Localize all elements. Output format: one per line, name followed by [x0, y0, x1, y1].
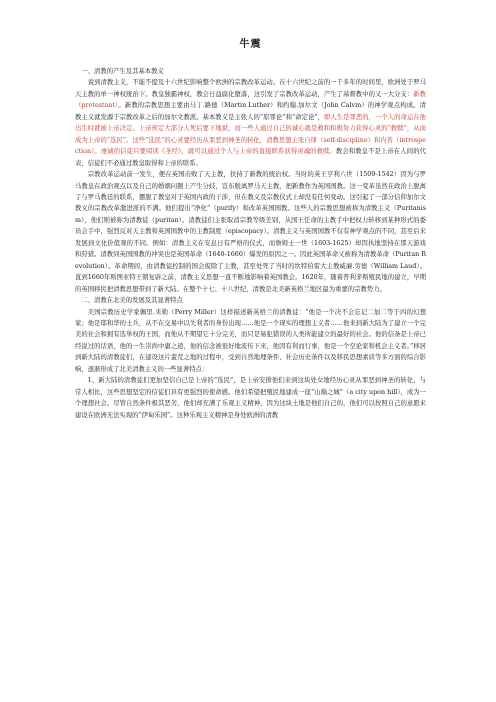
- body-paragraph: [75, 169, 426, 295]
- highlighted-text: 即人生是罪恶的，一个人的命运在他出生时就被上帝决定。上帝预定大部分人死后要下地狱，而一些人通过自己的诚心就是救和积极努力获得心灵的“救赎”，从而成为上帝的“选民”。这些“选民”的心灵要经历从罪恶到神圣的转化，清教思想主张自律（self-discipline）和内省（introspection）。: [75, 113, 426, 156]
- text-run: 说到清教主义，不能不提及十六世纪影响整个欧洲的宗教改革运动。在十六世纪之前的一千多年的时间里，欧洲处于罗马天主教的单一神权统治下。教皇独霸神权，教会日益腐化堕落，这引发了宗教改革运动，产生了基督教中的又一大分支：: [75, 79, 426, 98]
- document-body: [75, 66, 426, 421]
- highlighted-text: 虔诚的信徒只要阅读《圣经》，就可以通过个人与上帝的直接联系获得灵魂的救赎。: [100, 148, 336, 156]
- section-heading: 一、清教的产生及其基本教义: [81, 68, 164, 75]
- text-run: 。新教的宗教思想主要由马丁.路德（Martin Luther）和约翰.加尔文（John Calvin）的神学观点构成。清教主义就发源于宗教改革之后的加尔文教派。基本教义是主张人的“原罪论”和“命定论”，: [75, 102, 426, 121]
- text-run: 美国宗教历史学家佩里.米勒（Perry Miller）这样描述新英格兰的清教徒：“他是一个决不会忘记二加二等于四的幻想家；他是耶和华的士兵，从不在交易中以失利者的身份出现……他是一个现实的理想主义者……他来到新大陆为了建立一个完美的社会和拥有选举权的王国，而他从不期望它十分完美，而只是易犯错误的人类所能建立的最好的社会。他的信条是上帝已经说过的话语，他的一生崇尚中庸之道，他的信念被很好地流传下来，他因有利而行事，他是一个空论家和机会主义者。”移居到新大陆的清教徒们，在建设这片蛮荒之地的过程中，受到自然地理条件、社会历史条件以及移民思想素质等多方面的综合影响，逐渐形成了北美清教主义的一些显著特点：: [75, 308, 426, 373]
- section-heading: 二、清教在北美的发展及其显著特点: [81, 297, 183, 305]
- text-run: 宗教改革运动前一发生，便在英国击败了天主教，扶持了新教的统治权。当时的英王亨利八世（1509-1542）因为与罗马教皇在政治观点以及自己的婚姻问题上产生分歧，宣布脱离罗马天主教，把新教作为英国国教。这一变革虽然在政治上脱离了与罗马教廷的联系，摆脱了教皇对于英国内政的干涉，但在教义及宗教仪式上却没有任何变动。这引起了一部分信仰加尔文教义的宗教改革激进派的不满。他们提出“净化”（purify）和改革英国国教。这些人的宗教思想被称为清教主义（Puritanism），他们则被称为清教徒（puritan）。清教徒们主张取消宗教等级差别，从国王任命的主教手中把权力转移到某种形式的委员会手中，强烈反对天主教和英国国教中的主教制度（episcopacy）。清教主义与英国国教不仅有神学观点的不同，甚至后来发展到文化价值观的不同。例如：清教主义在安息日有严格的仪式，而詹姆士一世（1603-1625）却因执地坚持在那天游戏和狩猎。清教同英国国教的冲突也是英国革命（1640-1660）爆发的原因之一。因此英国革命又被称为清教革命（Puritan Revolution）。革命期间，由清教徒控制的国会废除了主教，甚至处死了当时的坎特伯雷大主教威廉.劳德（William Laud）。直到1660年斯图亚特王朝复辟之前，清教主义思想一直不断地影响着英国教会。1620年，随着普利茅斯殖民地的建立，早期的英国移民把清教思想带到了新大陆。在整个十七、十八世纪，清教是北美新英格兰地区最为重要的宗教势力。: [75, 171, 426, 293]
- text-run: 教会和教皇不是上帝在人间的代表，信徒们不必通过教皇取得和上帝的联系。: [75, 148, 426, 167]
- highlighted-text: 新教（protestant）: [75, 90, 426, 110]
- body-paragraph: [75, 77, 426, 169]
- body-paragraph: [75, 375, 426, 421]
- text-run: 1、新大陆的清教徒们更加坚信自己是上帝的“选民”，是上帝安排他们来到这块处女地经历心灵从罪恶到神圣的转化，与常人相比，这些思想坚定的信徒们具有更强烈的使命感。他们希望把殖民地建成一座“山巅之城”（a city upon hill），成为一个理想社会。尽管自然条件极其恶劣，他们却充满了乐观主义精神，因为这块土地是他们自己的，他们可以按照自己的意愿来建设在欧洲无法实现的“伊甸乐园”。这种乐观主义精神是身处欧洲的清教: [75, 377, 426, 419]
- body-paragraph: [75, 307, 426, 376]
- document-title: 牛震: [239, 39, 262, 50]
